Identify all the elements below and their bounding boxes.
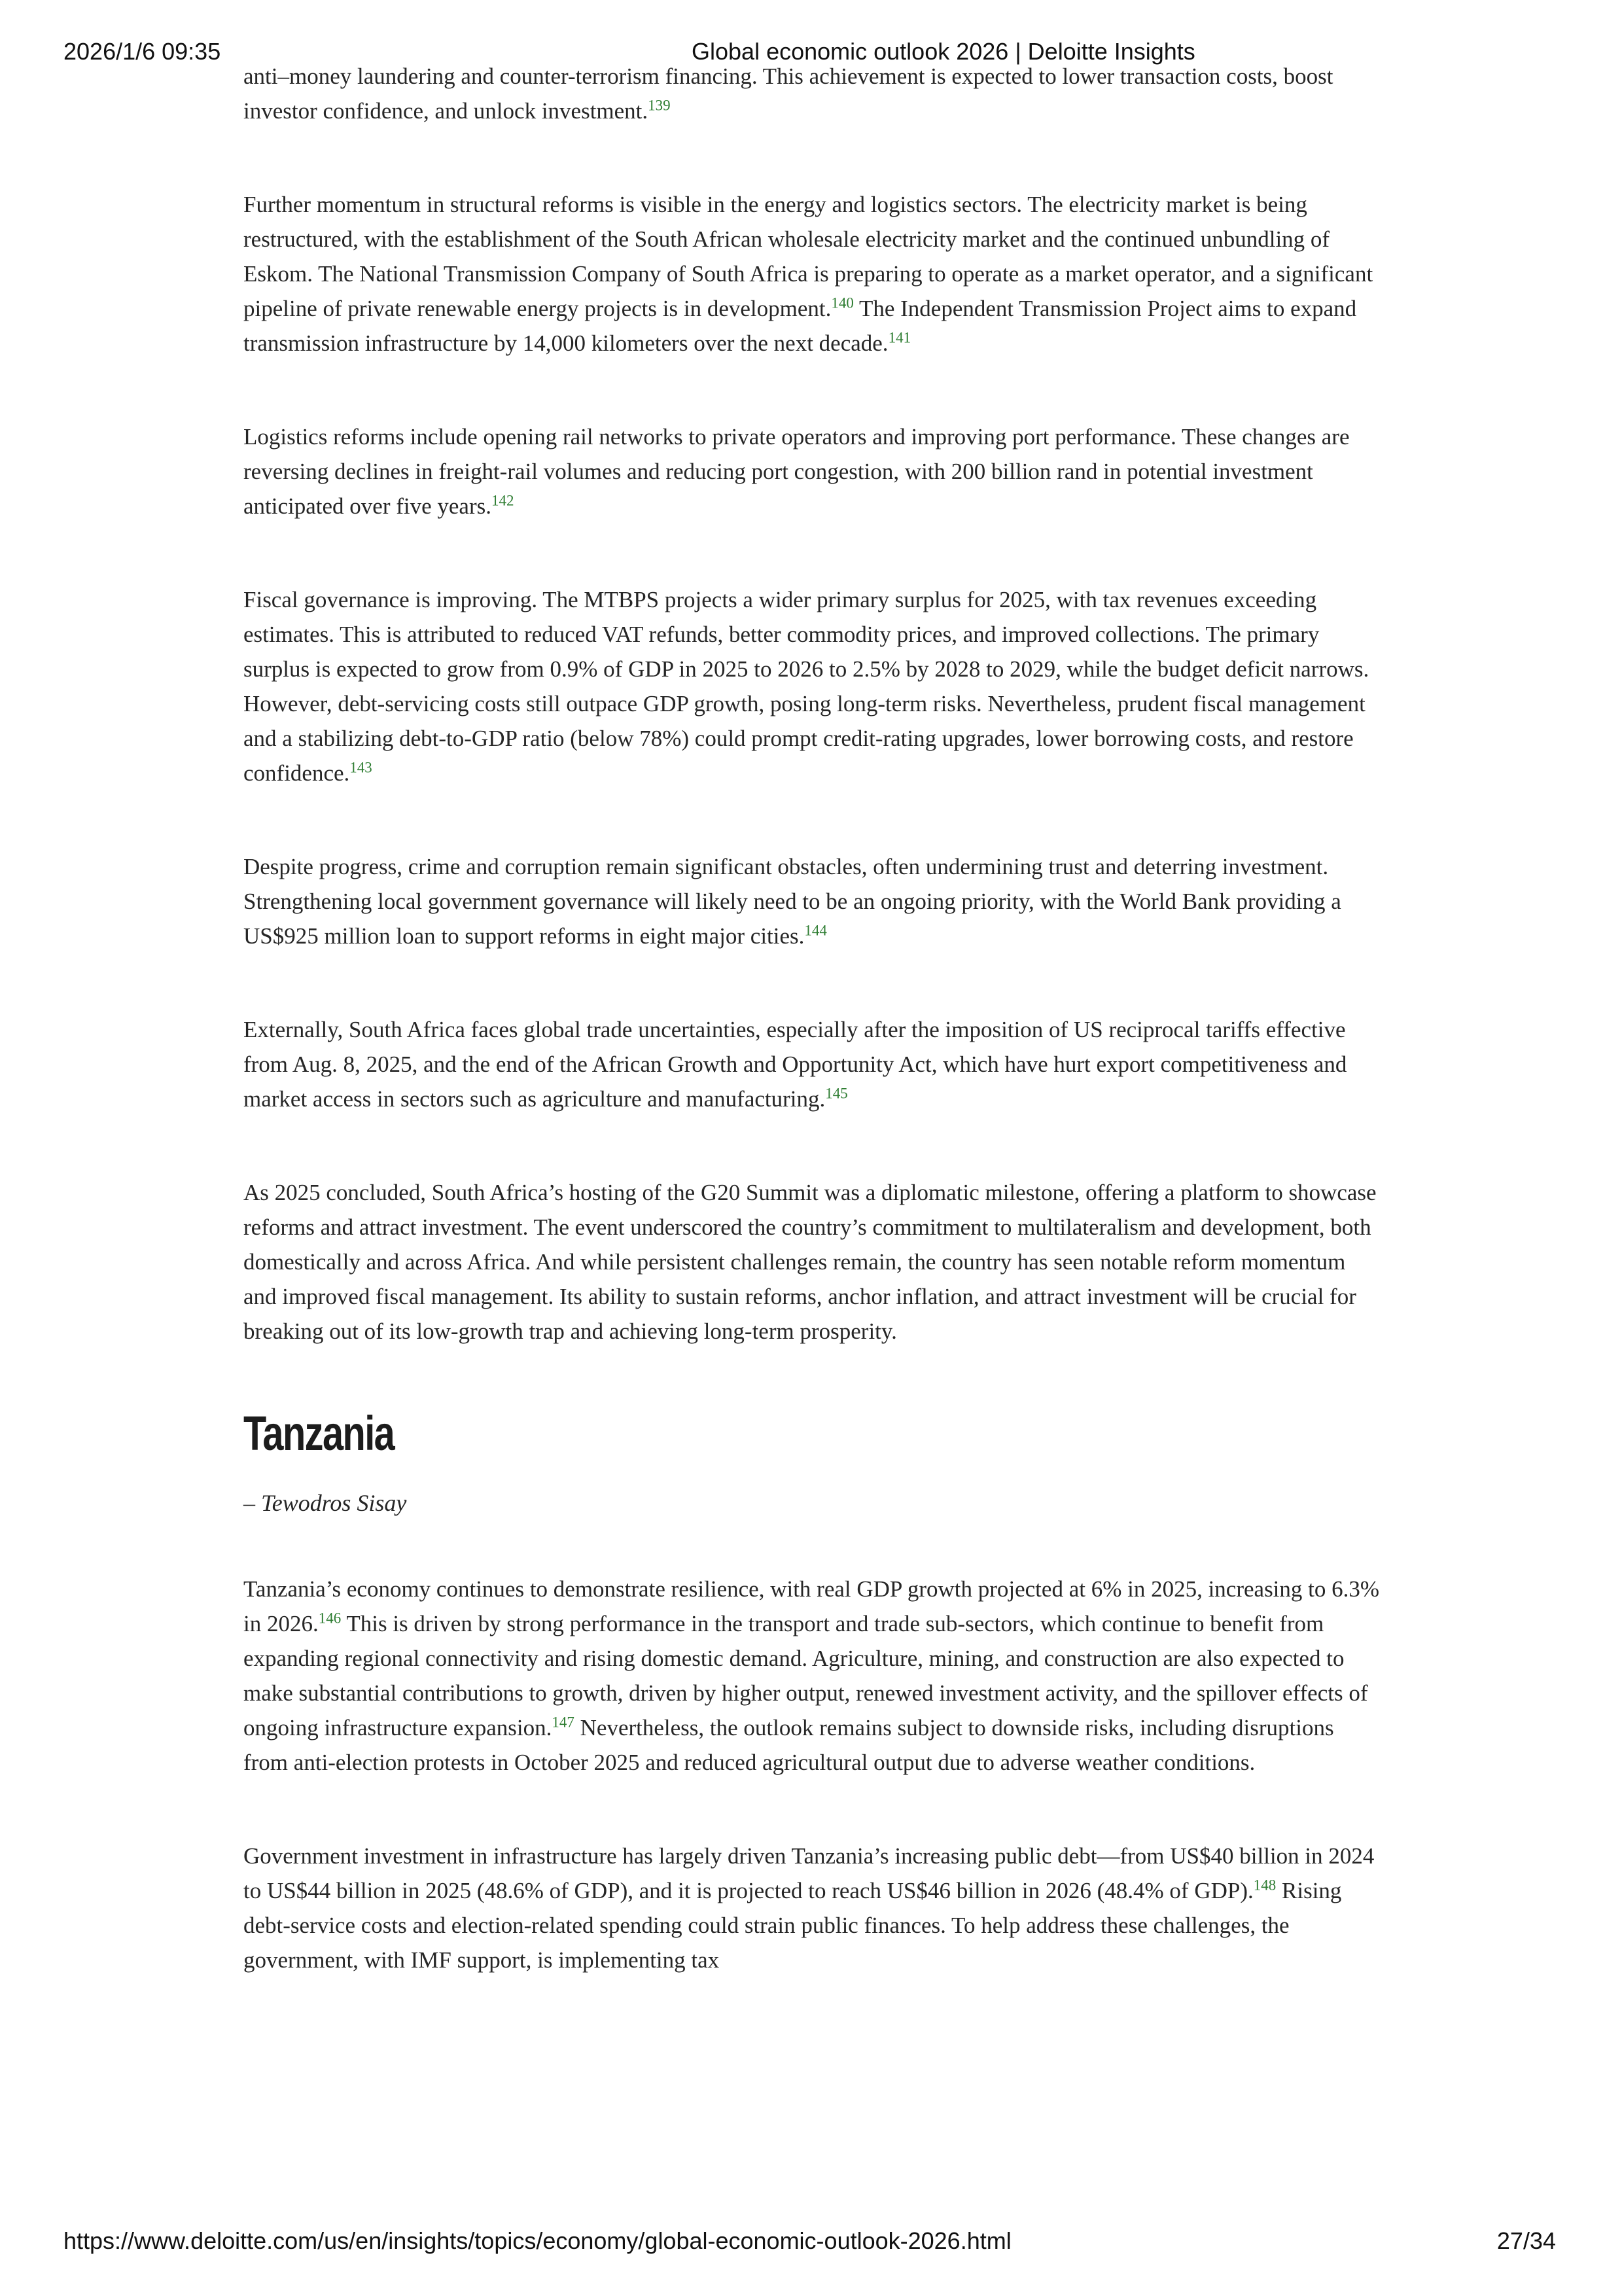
paragraph-text: Despite progress, crime and corruption remain significant obstacles, often undermining trust and deterring investment. Strengthening local government governance will likely need to be an ongoing priority, with the World Bank providing a US$925 million loan to support reforms in eight major cities. (243, 854, 1341, 949)
paragraph (243, 849, 1383, 953)
author-byline: – Tewodros Sisay (243, 1490, 407, 1516)
article-body (243, 59, 1383, 2036)
article-paragraphs-after (243, 1572, 1383, 1977)
paragraph-text: As 2025 concluded, South Africa’s hosting of the G20 Summit was a diplomatic milestone, offering a platform to showcase reforms and attract investment. The event underscored the country’s commitment to multilateralism and development, both domestically and across Africa. And while persistent challenges remain, the country has seen notable reform momentum and improved fiscal management. Its ability to sustain reforms, anchor inflation, and attract investment will be crucial for breaking out of its low-growth trap and achieving long-term prosperity. (243, 1180, 1377, 1344)
paragraph-text: Government investment in infrastructure has largely driven Tanzania’s increasing public debt—from US$40 billion in 2024 to US$44 billion in 2025 (48.6% of GDP), and it is projected to reach US$46 billion in 2026 (48.4% of GDP). (243, 1843, 1375, 1903)
paragraph-text: Tanzania’s economy continues to demonstrate resilience, with real GDP growth projected at 6% in 2025, increasing to 6.3% in 2026. (243, 1576, 1380, 1636)
footnote-ref: 148 (1253, 1877, 1277, 1894)
section-heading (243, 1407, 1383, 1460)
paragraph-text: Logistics reforms include opening rail networks to private operators and improving port performance. These changes are reversing declines in freight-rail volumes and reducing port congestion, with 200 billion rand in potential investment anticipated over five years. (243, 424, 1350, 519)
footnote-ref: 139 (648, 97, 671, 114)
article-paragraphs-before (243, 59, 1383, 1349)
print-header-timestamp: 2026/1/6 09:35 (63, 38, 221, 65)
paragraph (243, 1175, 1383, 1349)
paragraph-text: Fiscal governance is improving. The MTBPS projects a wider primary surplus for 2025, with tax revenues exceeding estimates. This is attributed to reduced VAT refunds, better commodity prices, and improved collections. The primary surplus is expected to grow from 0.9% of GDP in 2025 to 2026 to 2.5% by 2028 to 2029, while the budget deficit narrows. However, debt-servicing costs still outpace GDP growth, posing long-term risks. Nevertheless, prudent fiscal management and a stabilizing debt-to-GDP ratio (below 78%) could prompt credit-rating upgrades, lower borrowing costs, and restore confidence. (243, 587, 1369, 786)
footnote-ref: 141 (888, 329, 911, 346)
footnote-ref: 144 (804, 922, 827, 939)
footnote-ref: 146 (318, 1610, 342, 1627)
paragraph-text: The Independent Transmission Project aims to expand transmission infrastructure by 14,000 kilometers over the next decade. (243, 296, 1357, 356)
section-heading-text: Tanzania (243, 1406, 395, 1460)
paragraph (243, 582, 1383, 790)
print-header-title: Global economic outlook 2026 | Deloitte Insights (692, 38, 1195, 65)
footnote-ref: 143 (349, 759, 372, 776)
paragraph-text: Rising debt-service costs and election-related spending could strain public finances. To help address these challenges, the government, with IMF support, is implementing tax (243, 1878, 1342, 1973)
footnote-ref: 147 (552, 1714, 574, 1731)
paragraph (243, 59, 1383, 128)
paragraph (243, 419, 1383, 523)
paragraph-text: This is driven by strong performance in the transport and trade sub-sectors, which continue to benefit from expanding regional connectivity and rising domestic demand. Agriculture, mining, and construction are also expected to make substantial contributions to growth, driven by higher output, renewed investment activity, and the spillover effects of ongoing infrastructure expansion. (243, 1611, 1368, 1740)
paragraph (243, 187, 1383, 361)
footnote-ref: 142 (491, 492, 514, 509)
footnote-ref: 140 (831, 294, 854, 311)
footnote-ref: 145 (825, 1085, 848, 1102)
paragraph-text: anti–money laundering and counter-terrorism financing. This achievement is expected to lower transaction costs, boost investor confidence, and unlock investment. (243, 63, 1333, 124)
paragraph-text: Further momentum in structural reforms is visible in the energy and logistics sectors. The electricity market is being restructured, with the establishment of the South African wholesale electricity market and the continued unbundling of Eskom. The National Transmission Company of South Africa is preparing to operate as a market operator, and a significant pipeline of private renewable energy projects is in development. (243, 192, 1373, 321)
paragraph-text: Externally, South Africa faces global trade uncertainties, especially after the imposition of US reciprocal tariffs effective from Aug. 8, 2025, and the end of the African Growth and Opportunity Act, which have hurt export competitiveness and market access in sectors such as agriculture and manufacturing. (243, 1017, 1347, 1112)
paragraph (243, 1839, 1383, 1977)
paragraph (243, 1012, 1383, 1116)
print-footer-url: https://www.deloitte.com/us/en/insights/topics/economy/global-economic-outlook-2026.html (63, 2227, 1012, 2254)
print-footer-page-indicator: 27/34 (1496, 2227, 1556, 2254)
paragraph-text: Nevertheless, the outlook remains subject to downside risks, including disruptions from anti-election protests in October 2025 and reduced agricultural output due to adverse weather conditions. (243, 1715, 1334, 1775)
paragraph (243, 1572, 1383, 1780)
